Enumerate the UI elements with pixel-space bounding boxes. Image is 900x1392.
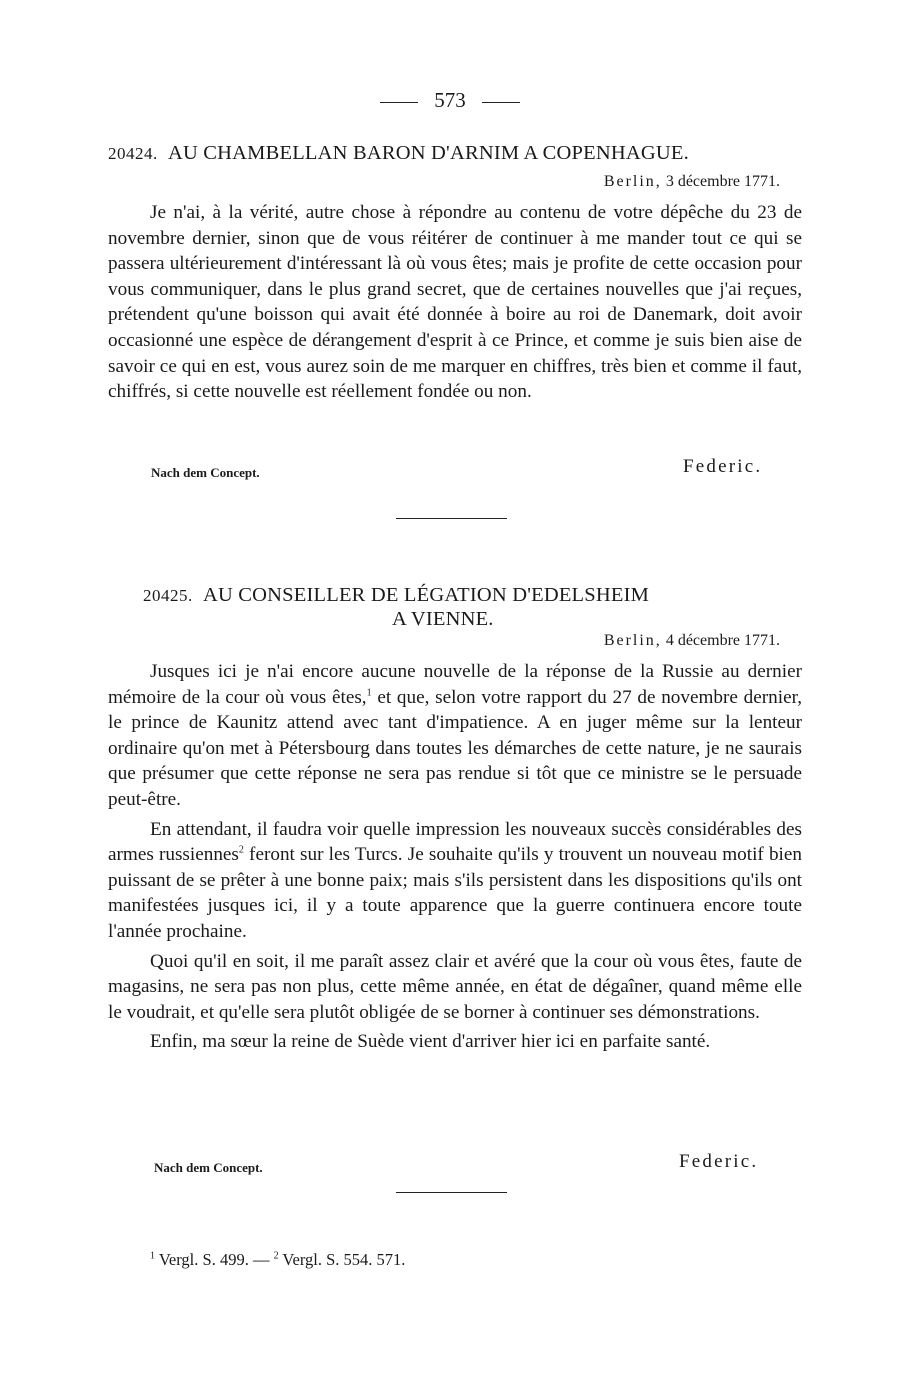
section-divider-1 [396,518,507,519]
letter-2-paragraph-1 [108,659,802,813]
letter-2-paragraph-4: Enfin, ma sœur la reine de Suède vient d'arriver hier ici en parfaite santé. [150,1031,711,1053]
letter-2-paragraph-3: Quoi qu'il en soit, il me paraît assez clair et avéré que la cour où vous êtes, faute de magasins, ne sera pas non plus, cette même année, en état de dégaîner, quand même elle le voudrait, et qu'elle sera plutôt obligée de se borner à continuer ses démonstrations. [108,950,802,1023]
section-divider-2 [396,1192,507,1193]
footnotes [150,1250,405,1270]
letter-2-paragraph-2-text-b: feront sur les Turcs. Je souhaite qu'ils y trouvent un nouveau motif bien puissant de se prêter à une bonne paix; mais s'ils persistent dans les dispositions qu'ils ont manifestées jusques ici, il y a toute apparence que la guerre continuera encore toute l'année prochaine. [108,844,802,942]
letter-1-heading [108,142,689,165]
footnote-1-text: Vergl. S. 499. — [158,1250,270,1269]
footnote-ref-2: 2 [238,844,244,856]
page-number [0,88,900,113]
letter-1-paragraph: Je n'ai, à la vérité, autre chose à répondre au contenu de votre dépêche du 23 de novembre dernier, sinon que de vous réitérer de continuer à me mander tout ce qui se passera ultérieurement d'intéressant là où vous êtes; mais je profite de cette occasion pour vous communiquer, dans le plus grand secret, que de certaines nouvelles que j'ai reçues, prétendent qu'une boisson qui avait été donnée à boire au roi de Danemark, doit avoir occasionné une espèce de dérangement d'esprit à ce Prince, et comme je suis bien aise de savoir ce qui en est, vous aurez soin de me marquer en chiffres, très bien et comme il faut, chiffrés, si cette nouvelle est réellement fondée ou non. [108,202,802,403]
page-number-dash-left [380,102,418,103]
letter-2-title-line-2: A VIENNE. [392,608,494,630]
letter-2-date-place: Berlin, [603,632,662,649]
footnote-2-mark: 2 [273,1250,279,1262]
footnote-1-mark: 1 [150,1250,155,1262]
letter-1-dateline [604,173,780,191]
letter-1-date-place: Berlin, [603,173,662,190]
page-number-dash-right [482,102,520,103]
letter-1-body [108,200,802,405]
letter-2-body [108,659,802,1055]
letter-2-title-line-1: AU CONSEILLER DE LÉGATION D'EDELSHEIM [202,584,650,606]
letter-2-paragraph-2 [108,817,802,945]
letter-2-number: 20425. [143,586,193,605]
letter-1-source-note: Nach dem Concept. [151,465,260,480]
letter-2-paragraph-2-text-a: En attendant, il faudra voir quelle impression les nouveaux succès considérables des armes russiennes [108,818,802,866]
page-number-text: 573 [434,88,466,112]
letter-1-date: 3 décembre 1771. [665,173,780,190]
letter-2-heading-line-1 [143,584,649,607]
footnote-ref-1: 1 [366,687,372,699]
letter-2-paragraph-1-text-b: et que, selon votre rapport du 27 de novembre dernier, le prince de Kaunitz attend avec tant d'impatience. A en juger même sur la lenteur ordinaire qu'on met à Pétersbourg dans toutes les démarches de cette nature, je ne saurais que présumer que cette réponse ne sera pas rendue si tôt que ce ministre se le persuade peut-être. [108,686,803,810]
letter-1-number: 20424. [108,144,158,163]
letter-2-paragraph-1-text-a: Jusques ici je n'ai encore aucune nouvelle de la réponse de la Russie au dernier mémoire de la cour où vous êtes, [108,661,802,708]
letter-2-date: 4 décembre 1771. [665,632,780,649]
letter-2-signature: Federic. [679,1151,759,1172]
letter-1-title: AU CHAMBELLAN BARON D'ARNIM A COPENHAGUE. [167,142,689,164]
footnote-2-text: Vergl. S. 554. 571. [282,1250,406,1269]
letter-2-dateline [604,632,780,650]
letter-1-signature: Federic. [683,456,763,477]
letter-2-source-note: Nach dem Concept. [154,1160,263,1175]
